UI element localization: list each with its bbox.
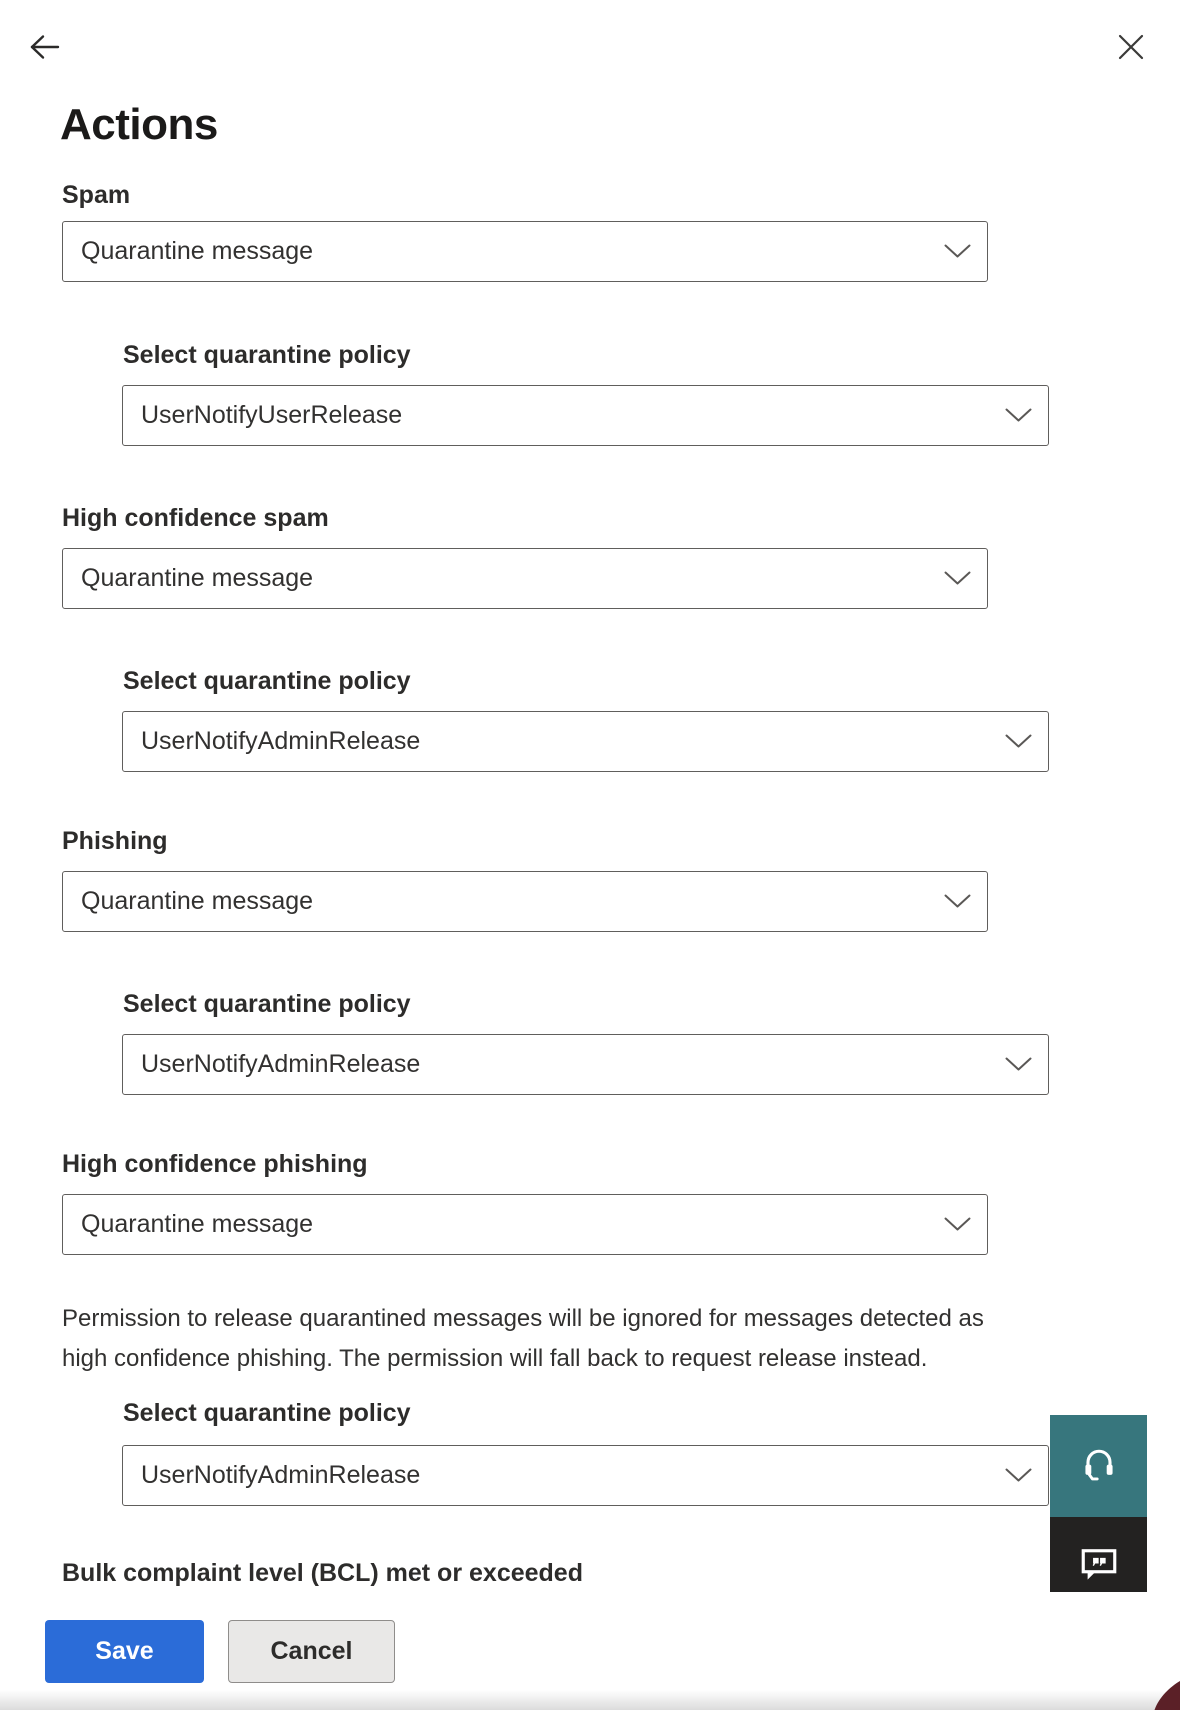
corner-accent-shape	[1152, 1680, 1180, 1710]
footer-action-bar	[0, 1592, 1180, 1710]
section-label-high-confidence-phishing: High confidence phishing	[62, 1150, 368, 1178]
section-label-spam: Spam	[62, 181, 131, 209]
help-support-button[interactable]	[1050, 1415, 1147, 1517]
section-label-bulk-complaint-level: Bulk complaint level (BCL) met or exceeded	[62, 1559, 583, 1587]
close-button[interactable]	[1116, 32, 1146, 62]
dropdown-value: Quarantine message	[81, 237, 314, 265]
cancel-button[interactable]: Cancel	[228, 1620, 395, 1683]
high-confidence-spam-action-dropdown[interactable]	[62, 548, 988, 609]
dropdown-value: UserNotifyAdminRelease	[141, 1050, 421, 1078]
chevron-down-icon	[944, 1217, 971, 1232]
note-line: high confidence phishing. The permission will fall back to request release instead.	[62, 1345, 928, 1372]
policy-label-spam: Select quarantine policy	[123, 341, 411, 369]
chevron-down-icon	[944, 571, 971, 586]
high-confidence-spam-policy-dropdown[interactable]	[122, 711, 1049, 772]
dropdown-value: Quarantine message	[81, 887, 314, 915]
headset-icon	[1077, 1443, 1121, 1490]
dropdown-value: Quarantine message	[81, 564, 314, 592]
section-label-phishing: Phishing	[62, 827, 168, 855]
chevron-down-icon	[1005, 408, 1032, 423]
chevron-down-icon	[1005, 734, 1032, 749]
phishing-policy-dropdown[interactable]	[122, 1034, 1049, 1095]
save-button[interactable]: Save	[45, 1620, 204, 1683]
high-confidence-phishing-note	[62, 1299, 984, 1379]
dropdown-value: UserNotifyUserRelease	[141, 401, 403, 429]
policy-label-phishing: Select quarantine policy	[123, 990, 411, 1018]
spam-policy-dropdown[interactable]	[122, 385, 1049, 446]
page-title: Actions	[60, 100, 218, 149]
section-label-high-confidence-spam: High confidence spam	[62, 504, 329, 532]
chat-feedback-icon	[1078, 1542, 1120, 1587]
policy-label-high-confidence-phishing: Select quarantine policy	[123, 1399, 411, 1427]
chevron-down-icon	[944, 894, 971, 909]
back-button[interactable]	[26, 31, 62, 63]
note-line: Permission to release quarantined messages will be ignored for messages detected as	[62, 1305, 984, 1332]
dropdown-value: UserNotifyAdminRelease	[141, 1461, 421, 1489]
spam-action-dropdown[interactable]	[62, 221, 988, 282]
dropdown-value: UserNotifyAdminRelease	[141, 727, 421, 755]
chevron-down-icon	[1005, 1057, 1032, 1072]
arrow-left-icon	[26, 51, 62, 66]
close-icon	[1116, 50, 1146, 65]
high-confidence-phishing-policy-dropdown[interactable]	[122, 1445, 1049, 1506]
dropdown-value: Quarantine message	[81, 1210, 314, 1238]
high-confidence-phishing-action-dropdown[interactable]	[62, 1194, 988, 1255]
phishing-action-dropdown[interactable]	[62, 871, 988, 932]
chevron-down-icon	[944, 244, 971, 259]
chevron-down-icon	[1005, 1468, 1032, 1483]
policy-label-high-confidence-spam: Select quarantine policy	[123, 667, 411, 695]
